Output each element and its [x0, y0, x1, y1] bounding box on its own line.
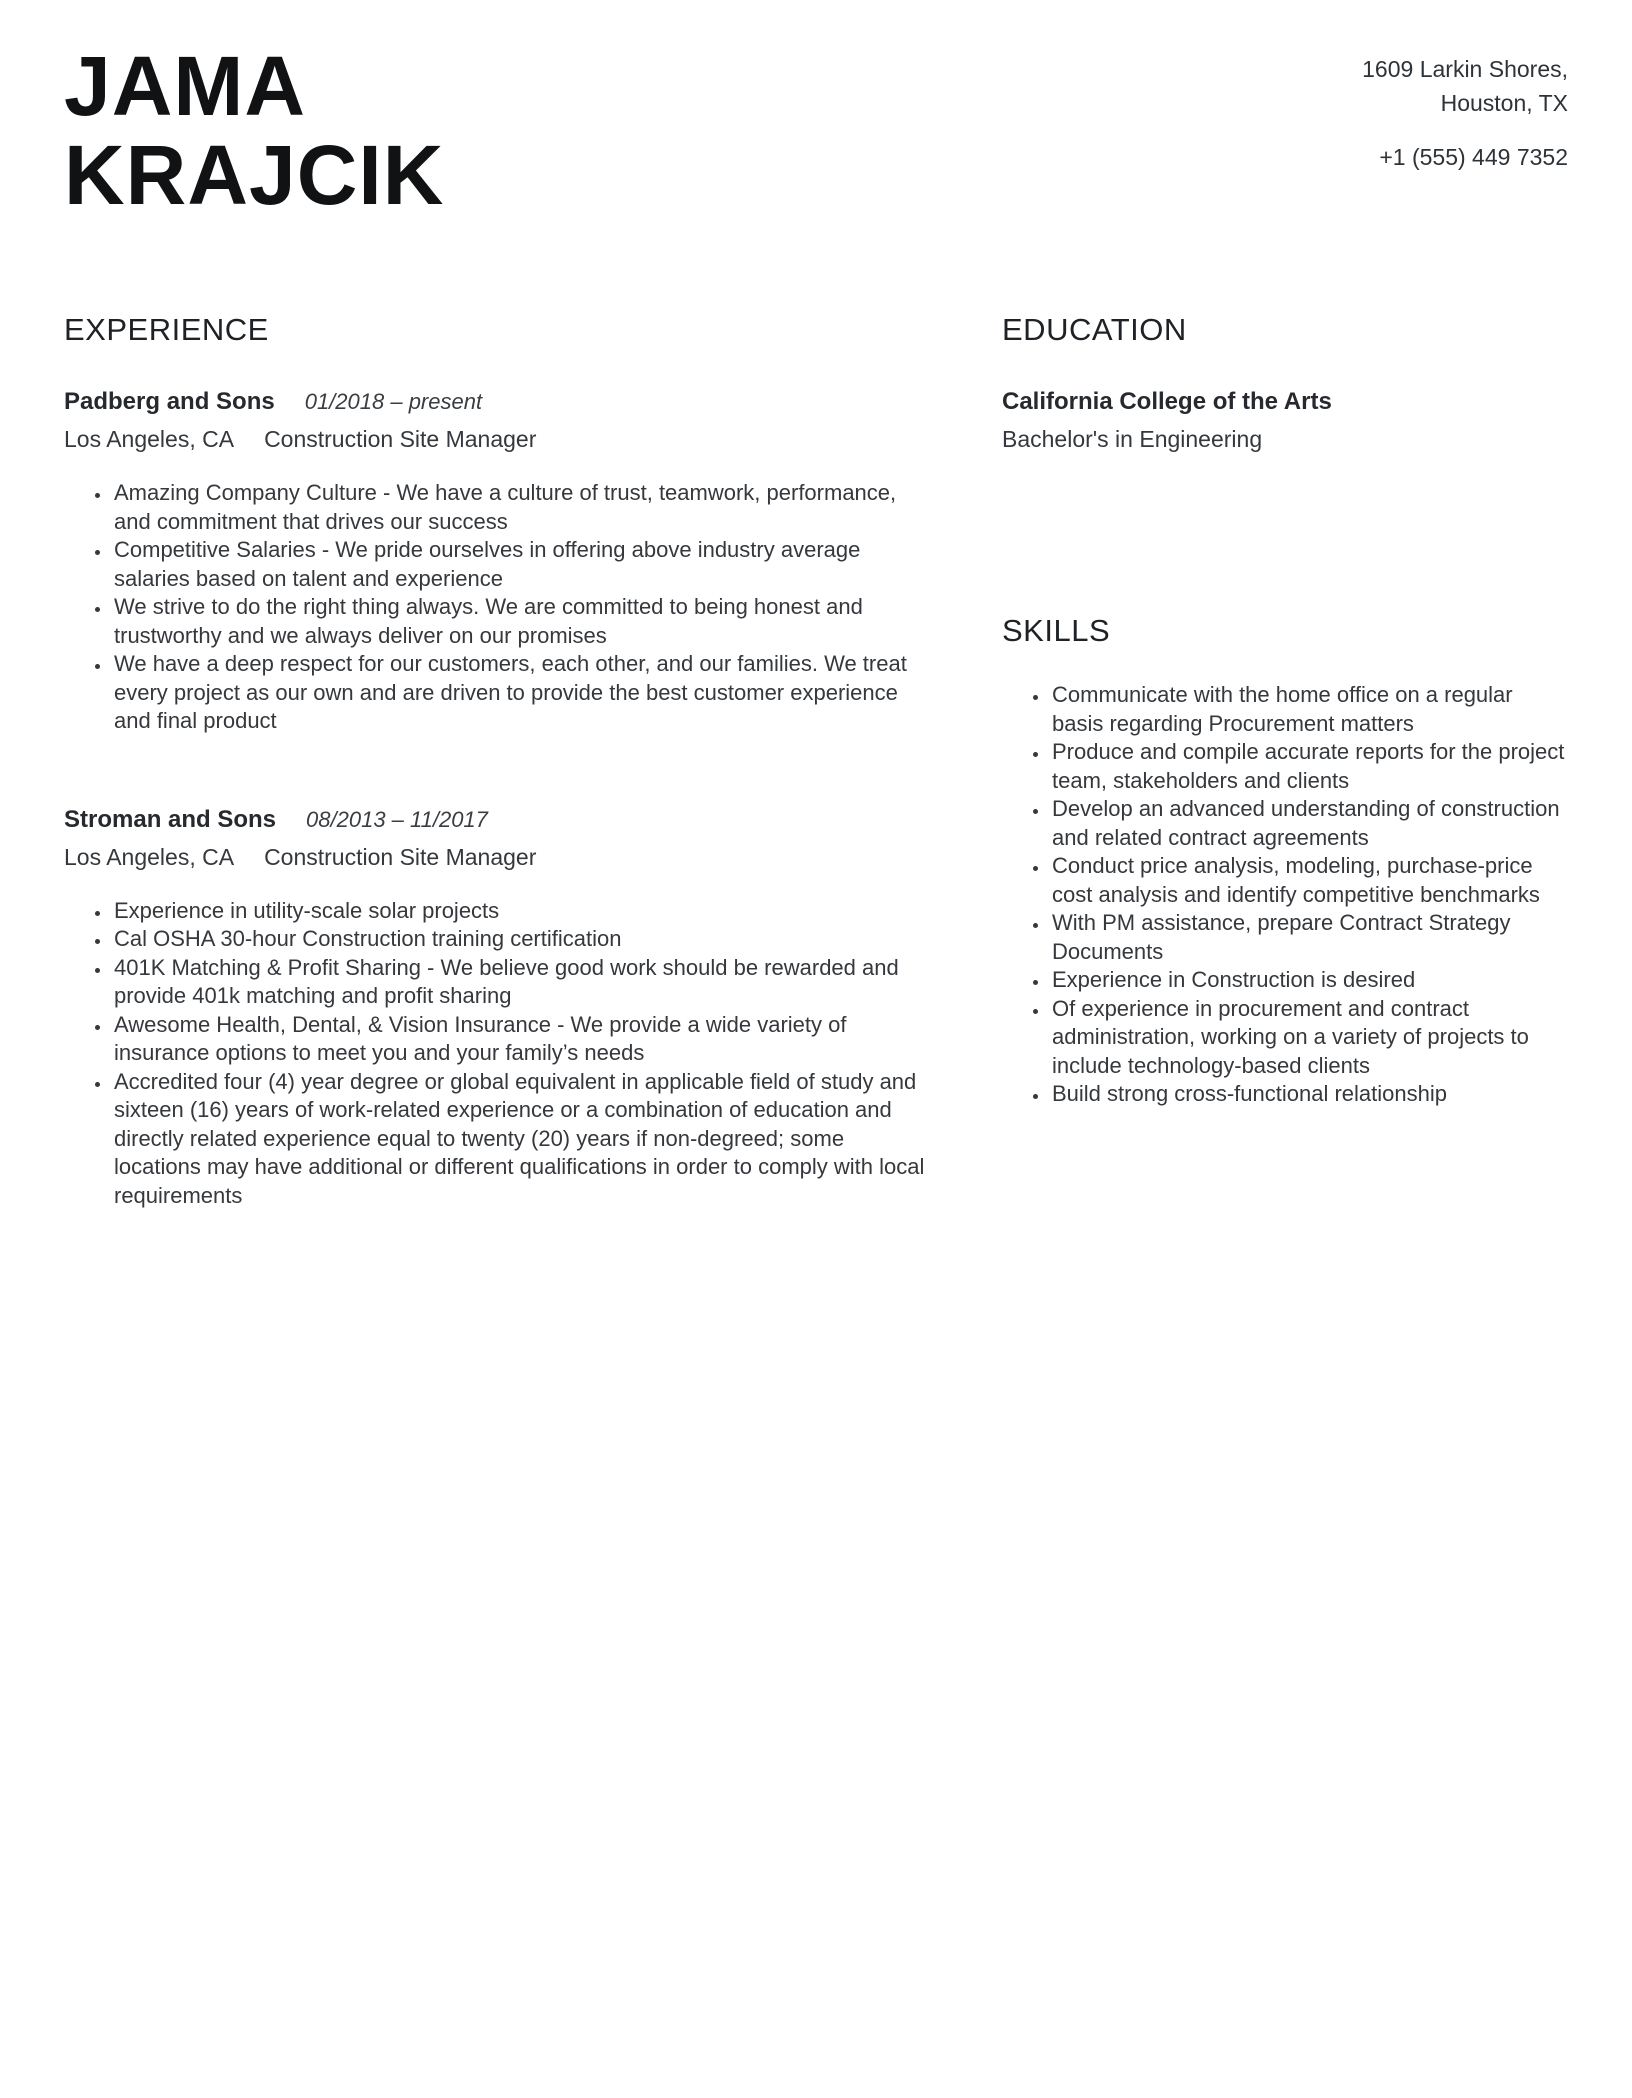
- bullet-item: • Awesome Health, Dental, & Vision Insurance - We provide a wide variety of insurance options to meet you and your family’s needs: [112, 1011, 936, 1068]
- last-name: KRAJCIK: [64, 128, 445, 223]
- bullet-item: • Amazing Company Culture - We have a culture of trust, teamwork, performance, and commitment that drives our success: [112, 479, 936, 536]
- job-subheader: [64, 426, 936, 453]
- bullet-item: • We have a deep respect for our customers, each other, and our families. We treat every project as our own and are driven to provide the best customer experience and final product: [112, 650, 936, 736]
- skill-item: • Communicate with the home office on a regular basis regarding Procurement matters: [1050, 681, 1568, 738]
- job-bullet-list: [64, 479, 936, 736]
- job-bullet-list: [64, 897, 936, 1211]
- job-entry: [64, 388, 936, 736]
- bullet-item: • Experience in utility-scale solar projects: [112, 897, 936, 926]
- phone-number: +1 (555) 449 7352: [1379, 144, 1568, 170]
- education-degree: Bachelor's in Engineering: [1002, 426, 1263, 453]
- bullet-item: • We strive to do the right thing always. We are committed to being honest and trustworthy and we always deliver on our promises: [112, 593, 936, 650]
- job-entry: [64, 806, 936, 1211]
- address-line-1: 1609 Larkin Shores,: [1362, 56, 1568, 82]
- candidate-name: [64, 39, 445, 223]
- bullet-item: • 401K Matching & Profit Sharing - We believe good work should be rewarded and provide 401k matching and profit sharing: [112, 954, 936, 1011]
- education-school: California College of the Arts: [1002, 388, 1332, 416]
- skill-item: • Develop an advanced understanding of construction and related contract agreements: [1050, 795, 1568, 852]
- resume-body: [64, 312, 1568, 1210]
- address-line-2: Houston, TX: [1440, 90, 1568, 116]
- job-header: [64, 806, 936, 834]
- bullet-item: • Competitive Salaries - We pride ourselves in offering above industry average salaries based on talent and experience: [112, 536, 936, 593]
- skills-heading: SKILLS: [1002, 613, 1111, 649]
- skill-item: • Conduct price analysis, modeling, purchase-price cost analysis and identify competitive benchmarks: [1050, 852, 1568, 909]
- experience-heading: EXPERIENCE: [64, 312, 269, 348]
- job-header: [64, 388, 936, 416]
- contact-info: [1362, 42, 1568, 174]
- experience-section: [64, 312, 936, 1210]
- skill-item: • Produce and compile accurate reports for the project team, stakeholders and clients: [1050, 738, 1568, 795]
- skill-item: • With PM assistance, prepare Contract Strategy Documents: [1050, 909, 1568, 966]
- skill-item: • Build strong cross-functional relationship: [1050, 1080, 1568, 1109]
- job-subheader: [64, 844, 936, 871]
- education-heading: EDUCATION: [1002, 312, 1187, 348]
- header: [64, 39, 1568, 223]
- job-dates: 08/2013 – 11/2017: [306, 806, 488, 832]
- first-name: JAMA: [64, 39, 307, 133]
- right-column: [1002, 312, 1568, 1210]
- job-location: Los Angeles, CA: [64, 843, 235, 870]
- skill-item: • Of experience in procurement and contract administration, working on a variety of projects to include technology-based clients: [1050, 995, 1568, 1081]
- bullet-item: • Accredited four (4) year degree or global equivalent in applicable field of study and sixteen (16) years of work-related experience or a combination of education and directly related experience equal to twenty (20) years if non-degreed; some locations may have additional or different qualifications in order to comply with local requirements: [112, 1068, 936, 1211]
- job-company: Stroman and Sons: [64, 805, 277, 833]
- bullet-item: • Cal OSHA 30-hour Construction training certification: [112, 925, 936, 954]
- job-title: Construction Site Manager: [264, 843, 537, 870]
- job-title: Construction Site Manager: [264, 426, 537, 453]
- job-location: Los Angeles, CA: [64, 426, 235, 453]
- left-column: [64, 312, 936, 1210]
- job-company: Padberg and Sons: [64, 388, 275, 416]
- skill-item: • Experience in Construction is desired: [1050, 966, 1568, 995]
- skills-section: [1002, 613, 1568, 1109]
- job-dates: 01/2018 – present: [304, 389, 483, 415]
- education-section: [1002, 312, 1568, 453]
- skills-list: [1002, 681, 1568, 1109]
